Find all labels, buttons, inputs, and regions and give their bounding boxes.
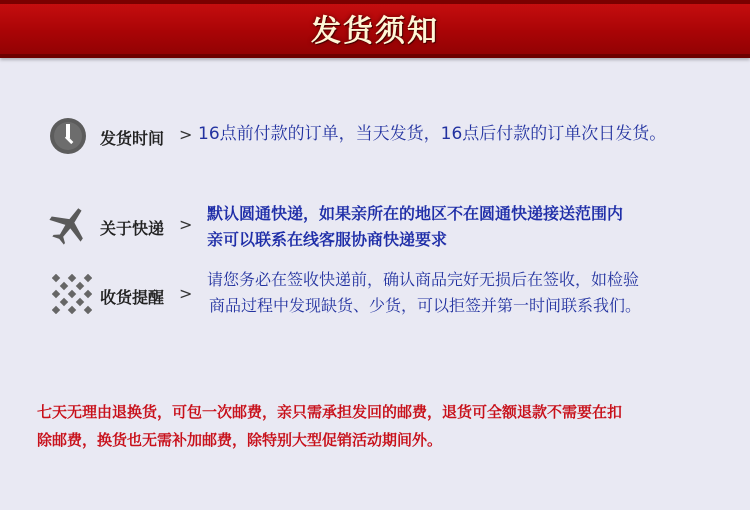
notice-line-2: 除邮费，换货也无需补加邮费，除特别大型促销活动期间外。 [37, 431, 443, 449]
receiving-text-line-1: 请您务必在签收快递前，确认商品完好无损后在签收，如检验 [207, 270, 640, 289]
chevron-right-icon: > [179, 125, 193, 144]
shipping-time-text: 16点前付款的订单，当天发货，16点后付款的订单次日发货。 [198, 124, 667, 144]
receiving-label: 收货提醒 [100, 288, 165, 307]
clock-icon [48, 116, 88, 160]
header-banner [0, 0, 750, 58]
shipping-time-row [48, 114, 738, 154]
express-text-line-2: 亲可以联系在线客服协商快递要求 [207, 230, 448, 249]
express-row [48, 200, 738, 252]
express-label: 关于快递 [100, 219, 165, 238]
return-policy-notice [37, 398, 727, 454]
page-title: 发货须知 [311, 14, 439, 49]
airplane-icon [48, 204, 90, 250]
chevron-right-icon: > [179, 215, 193, 234]
express-text-line-1: 默认圆通快递，如果亲所在的地区不在圆通快递接送范围内 [207, 204, 624, 223]
notice-line-1: 七天无理由退换货，可包一次邮费，亲只需承担发回的邮费，退货可全额退款不需要在扣 [37, 403, 623, 421]
receiving-row [48, 268, 738, 320]
diamond-dots-icon [52, 274, 92, 318]
receiving-text-line-2: 商品过程中发现缺货、少货，可以拒签并第一时间联系我们。 [209, 296, 642, 315]
chevron-right-icon: > [179, 284, 193, 303]
shipping-time-label: 发货时间 [100, 129, 165, 148]
